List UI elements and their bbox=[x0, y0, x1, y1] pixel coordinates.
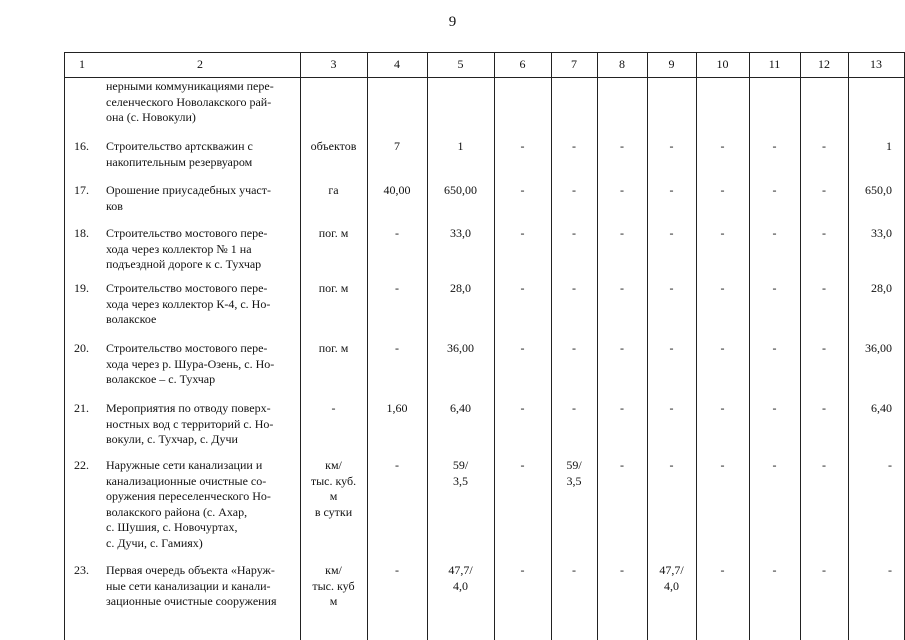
row-number: 17. bbox=[74, 183, 89, 197]
header-col-1: 1 bbox=[79, 57, 85, 71]
cell-col-6: - bbox=[520, 458, 525, 472]
header-col-7: 7 bbox=[571, 57, 577, 71]
cell-col-5: 36,00 bbox=[447, 341, 474, 355]
cell-col-6: - bbox=[520, 341, 525, 355]
row-description bbox=[106, 563, 294, 610]
row-description-line: хода через р. Шура-Озень, с. Но- bbox=[106, 356, 275, 371]
cell-col-13: 33,0 bbox=[871, 226, 892, 240]
row-description-line: Строительство мостового пере- bbox=[106, 226, 268, 240]
row-description-line: вокули, с. Тухчар, с. Дучи bbox=[106, 432, 238, 446]
cell-col-4: - bbox=[395, 563, 399, 577]
row-unit: объектов bbox=[310, 139, 357, 153]
cell-col-7: - bbox=[572, 341, 576, 355]
cell-col-4: 40,00 bbox=[383, 183, 411, 197]
cell-col-12: - bbox=[822, 458, 826, 472]
row-description-line: ные сети канализации и канали- bbox=[106, 578, 271, 593]
row-description-line: Мероприятия по отводу поверх- bbox=[106, 401, 271, 415]
cell-col-5-line: 4,0 bbox=[453, 578, 468, 593]
row-number: 20. bbox=[74, 341, 89, 355]
cell-col-7: - bbox=[572, 563, 576, 577]
header-col-13: 13 bbox=[870, 57, 882, 71]
row-description bbox=[106, 401, 294, 448]
cell-col-12: - bbox=[822, 139, 826, 153]
cell-col-7-line: 3,5 bbox=[566, 473, 582, 488]
continuation-line: нерными коммуникациями пере- bbox=[106, 79, 274, 93]
header-col-8: 8 bbox=[619, 57, 625, 71]
row-unit-line: в сутки bbox=[314, 504, 353, 519]
cell-col-12: - bbox=[822, 226, 826, 240]
row-description-line: Строительство мостового пере- bbox=[106, 341, 268, 355]
cell-col-9: - bbox=[669, 341, 674, 355]
row-description-line: зационные очистные сооружения bbox=[106, 594, 277, 608]
cell-col-6: - bbox=[520, 139, 525, 153]
row-description-line: оружения переселенческого Но- bbox=[106, 489, 271, 503]
cell-col-6: - bbox=[520, 563, 525, 577]
cell-col-5-line: 47,7/ bbox=[448, 563, 473, 577]
row-description bbox=[106, 183, 294, 214]
cell-col-13: 1 bbox=[886, 139, 892, 153]
cell-col-9-line: 4,0 bbox=[664, 578, 679, 593]
cell-col-7: - bbox=[572, 401, 576, 415]
cell-col-6: - bbox=[520, 183, 525, 197]
cell-col-13: 6,40 bbox=[871, 401, 892, 415]
cell-col-5 bbox=[427, 458, 494, 489]
header-col-9: 9 bbox=[668, 57, 675, 71]
cell-col-7: - bbox=[572, 226, 576, 240]
cell-col-9: - bbox=[669, 226, 674, 240]
row-unit-line: км/ bbox=[325, 563, 342, 577]
cell-col-13: 650,0 bbox=[865, 183, 892, 197]
cell-col-7-line: 59/ bbox=[566, 458, 582, 472]
cell-col-4: - bbox=[395, 281, 399, 295]
cell-col-8: - bbox=[620, 139, 624, 153]
continuation-text bbox=[106, 79, 294, 126]
cell-col-8: - bbox=[620, 281, 624, 295]
row-unit: га bbox=[328, 183, 339, 197]
header-col-12: 12 bbox=[818, 57, 830, 71]
row-description-line: Орошение приусадебных участ- bbox=[106, 183, 271, 197]
row-description bbox=[106, 226, 294, 273]
cell-col-4: 7 bbox=[394, 139, 400, 153]
cell-col-13: 36,00 bbox=[865, 341, 892, 355]
row-unit-line: тыс. куб bbox=[312, 578, 355, 593]
row-description-line: волакское bbox=[106, 312, 157, 326]
cell-col-5 bbox=[427, 563, 494, 594]
row-unit-line: м bbox=[329, 489, 338, 503]
cell-col-5: 33,0 bbox=[450, 226, 471, 240]
cell-col-12: - bbox=[822, 401, 826, 415]
cell-col-11: - bbox=[772, 183, 777, 197]
cell-col-10: - bbox=[720, 458, 725, 472]
row-description-line: с. Дучи, с. Гамиях) bbox=[106, 535, 203, 550]
cell-col-10: - bbox=[720, 226, 725, 240]
cell-col-8: - bbox=[620, 563, 624, 577]
cell-col-9: - bbox=[669, 281, 674, 295]
row-number: 22. bbox=[74, 458, 89, 472]
cell-col-10: - bbox=[720, 183, 725, 197]
cell-col-13: - bbox=[888, 563, 892, 577]
cell-col-11: - bbox=[772, 281, 777, 295]
row-description-line: Строительство артскважин с bbox=[106, 139, 253, 153]
row-unit: пог. м bbox=[318, 281, 349, 295]
cell-col-11: - bbox=[772, 458, 777, 472]
row-description-line: Первая очередь объекта «Наруж- bbox=[106, 563, 275, 577]
row-description-line: Наружные сети канализации и bbox=[106, 458, 263, 472]
continuation-line: селенческого Новолакского рай- bbox=[106, 94, 272, 109]
row-number: 19. bbox=[74, 281, 89, 295]
cell-col-8: - bbox=[620, 458, 624, 472]
row-description-line: Строительство мостового пере- bbox=[106, 281, 268, 295]
header-col-2: 2 bbox=[197, 57, 203, 71]
cell-col-9: - bbox=[669, 458, 674, 472]
header-col-10: 10 bbox=[716, 57, 729, 71]
header-col-11: 11 bbox=[768, 57, 781, 71]
row-description-line: ностных вод с территорий с. Но- bbox=[106, 416, 274, 431]
cell-col-8: - bbox=[620, 226, 624, 240]
cell-col-4: - bbox=[395, 341, 399, 355]
cell-col-12: - bbox=[822, 341, 826, 355]
cell-col-9: - bbox=[669, 401, 674, 415]
row-description-line: накопительным резервуаром bbox=[106, 154, 253, 169]
row-unit bbox=[300, 563, 367, 610]
cell-col-10: - bbox=[720, 401, 725, 415]
row-description-line: хода через коллектор К-4, с. Но- bbox=[106, 296, 271, 311]
cell-col-10: - bbox=[720, 341, 725, 355]
cell-col-8: - bbox=[620, 401, 624, 415]
row-unit-line: м bbox=[329, 594, 338, 608]
cell-col-13: 28,0 bbox=[871, 281, 892, 295]
cell-col-6: - bbox=[520, 226, 525, 240]
cell-col-7: - bbox=[572, 139, 576, 153]
header-col-6: 6 bbox=[519, 57, 526, 71]
cell-col-9 bbox=[647, 563, 696, 594]
header-col-5: 5 bbox=[457, 57, 464, 71]
row-description-line: канализационные очистные со- bbox=[106, 473, 267, 488]
cell-col-13: - bbox=[888, 458, 892, 472]
cell-col-8: - bbox=[620, 183, 624, 197]
row-description bbox=[106, 281, 294, 328]
cell-col-4: - bbox=[395, 458, 399, 472]
cell-col-9: - bbox=[669, 183, 674, 197]
continuation-line: она (с. Новокули) bbox=[106, 110, 196, 124]
cell-col-6: - bbox=[520, 401, 525, 415]
row-description-line: волакского района (с. Ахар, bbox=[106, 504, 248, 519]
row-number: 23. bbox=[74, 563, 89, 577]
row-description-line: подъездной дороге к с. Тухчар bbox=[106, 257, 262, 271]
cell-col-5-line: 3,5 bbox=[453, 473, 468, 488]
row-description-line: с. Шушия, с. Новочуртах, bbox=[106, 520, 238, 534]
cell-col-9: - bbox=[669, 139, 674, 153]
cell-col-11: - bbox=[772, 401, 777, 415]
row-unit-line: тыс. куб. bbox=[310, 473, 357, 488]
row-number: 18. bbox=[74, 226, 89, 240]
cell-col-4: - bbox=[395, 226, 399, 240]
header-col-4: 4 bbox=[394, 57, 400, 71]
cell-col-7: - bbox=[572, 281, 576, 295]
cell-col-5: 650,00 bbox=[444, 183, 477, 197]
row-number: 21. bbox=[74, 401, 89, 415]
cell-col-11: - bbox=[772, 139, 777, 153]
cell-col-8: - bbox=[620, 341, 624, 355]
cell-col-5: 6,40 bbox=[450, 401, 471, 415]
row-description-line: волакское – с. Тухчар bbox=[106, 372, 216, 386]
row-description bbox=[106, 139, 294, 170]
cell-col-7 bbox=[551, 458, 597, 489]
cell-col-10: - bbox=[720, 563, 725, 577]
cell-col-4: 1,60 bbox=[386, 401, 408, 415]
cell-col-6: - bbox=[520, 281, 525, 295]
cell-col-5: 28,0 bbox=[450, 281, 471, 295]
row-unit: пог. м bbox=[318, 226, 349, 240]
header-col-3: 3 bbox=[330, 57, 337, 71]
cell-col-10: - bbox=[720, 139, 725, 153]
row-number: 16. bbox=[74, 139, 89, 153]
cell-col-12: - bbox=[822, 563, 826, 577]
row-unit: пог. м bbox=[318, 341, 349, 355]
cell-col-11: - bbox=[772, 563, 777, 577]
row-description bbox=[106, 458, 294, 551]
row-unit: - bbox=[331, 401, 336, 415]
cell-col-5: 1 bbox=[457, 139, 464, 153]
page-number: 9 bbox=[448, 14, 457, 30]
row-description-line: ков bbox=[106, 198, 123, 213]
cell-col-11: - bbox=[772, 226, 777, 240]
row-description bbox=[106, 341, 294, 388]
cell-col-9-line: 47,7/ bbox=[659, 563, 684, 577]
cell-col-12: - bbox=[822, 281, 826, 295]
cell-col-7: - bbox=[572, 183, 576, 197]
cell-col-12: - bbox=[822, 183, 826, 197]
row-description-line: хода через коллектор № 1 на bbox=[106, 241, 252, 256]
row-unit bbox=[300, 458, 367, 520]
cell-col-11: - bbox=[772, 341, 777, 355]
row-unit-line: км/ bbox=[325, 458, 342, 472]
cell-col-5-line: 59/ bbox=[452, 458, 469, 472]
cell-col-10: - bbox=[720, 281, 725, 295]
